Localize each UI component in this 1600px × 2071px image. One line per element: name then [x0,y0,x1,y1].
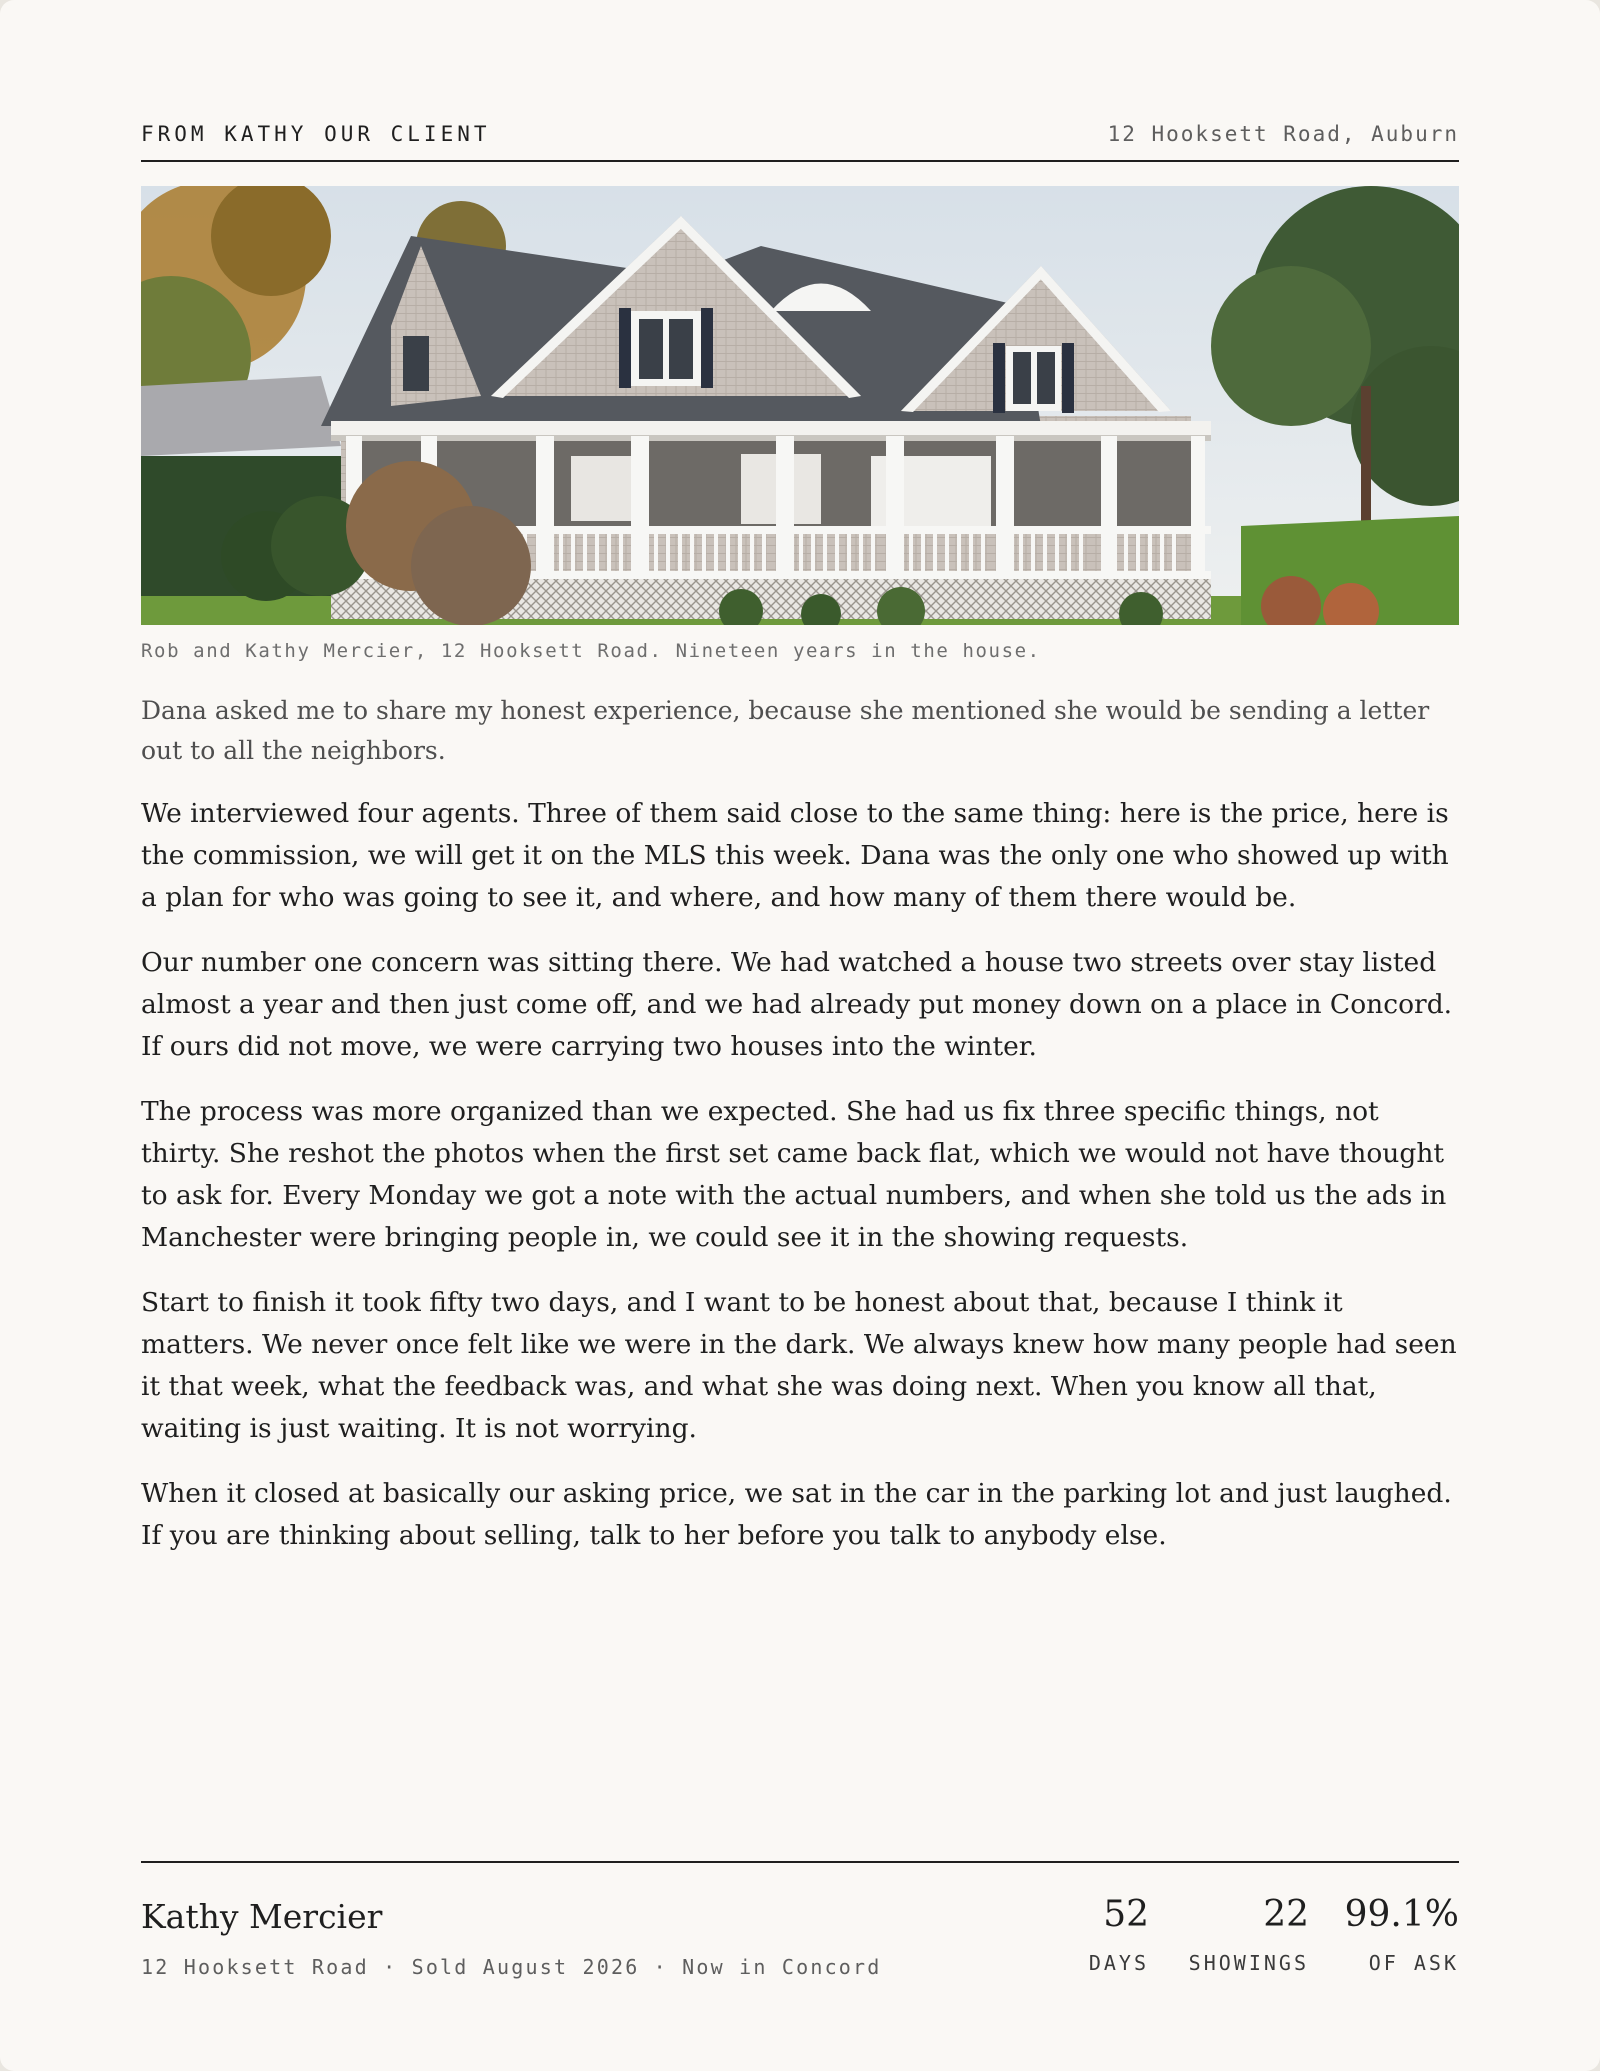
stat-showings-label: SHOWINGS [1188,1951,1309,1975]
letter-paragraph: When it closed at basically our asking price, we sat in the car in the parking lot and just laughed. If you are thinking about selling, talk to her before you talk to anybody else. [141,1478,1452,1551]
stat-showings-value: 22 [1263,1894,1309,1935]
author-name: Kathy Mercier [141,1897,383,1936]
eyebrow-label: FROM KATHY OUR CLIENT [141,122,491,146]
signature-footer [141,1861,1459,1979]
letter-paragraph: Our number one concern was sitting there. We had watched a house two streets over stay listed almost a year and then just come off, and we had already put money down on a place in Concord. If ours did not move, we were carrying two houses into the winter. [141,947,1453,1062]
letter-paragraph: Start to finish it took fifty two days, and I want to be honest about that, because I think it matters. We never once felt like we were in the dark. We always knew how many people had seen it that week, what the feedback was, and what she was doing next. When you know all that, waiting is just waiting. It is not worrying. [141,1287,1457,1444]
house-photo [141,186,1459,625]
stats-group [1079,1893,1459,1983]
letter-lead: Dana asked me to share my honest experience, because she mentioned she would be sending a letter out to all the neighbors. [141,696,1430,765]
letter-paragraph: The process was more organized than we expected. She had us fix three specific things, not thirty. She reshot the photos when the first set came back flat, which we would not have thought to ask for. Every Monday we got a note with the actual numbers, and when she told us the ads in Manchester were bringing people in, we could see it in the showing requests. [141,1096,1447,1253]
header-bar [141,112,1459,162]
stat-days-label: DAYS [1088,1951,1149,1975]
stat-of-ask-value: 99.1% [1344,1894,1459,1935]
stat-days-value: 52 [1103,1894,1149,1935]
stat-of-ask-label: OF ASK [1368,1951,1459,1975]
photo-caption: Rob and Kathy Mercier, 12 Hooksett Road. Nineteen years in the house. [141,640,1041,662]
stat-days [1089,1893,1149,1975]
stat-showings [1189,1893,1309,1975]
letter-body [141,691,1459,1580]
letter-paragraph: We interviewed four agents. Three of them said close to the same thing: here is the price, here is the commission, we will get it on the MLS this week. Dana was the only one who showed up with a plan for who was going to see it, and where, and how many of them there would be. [141,798,1449,913]
author-meta: 12 Hooksett Road · Sold August 2026 · Now in Concord [141,1955,882,1979]
stat-of-ask [1345,1893,1459,1975]
header-address: 12 Hooksett Road, Auburn [1107,122,1459,146]
